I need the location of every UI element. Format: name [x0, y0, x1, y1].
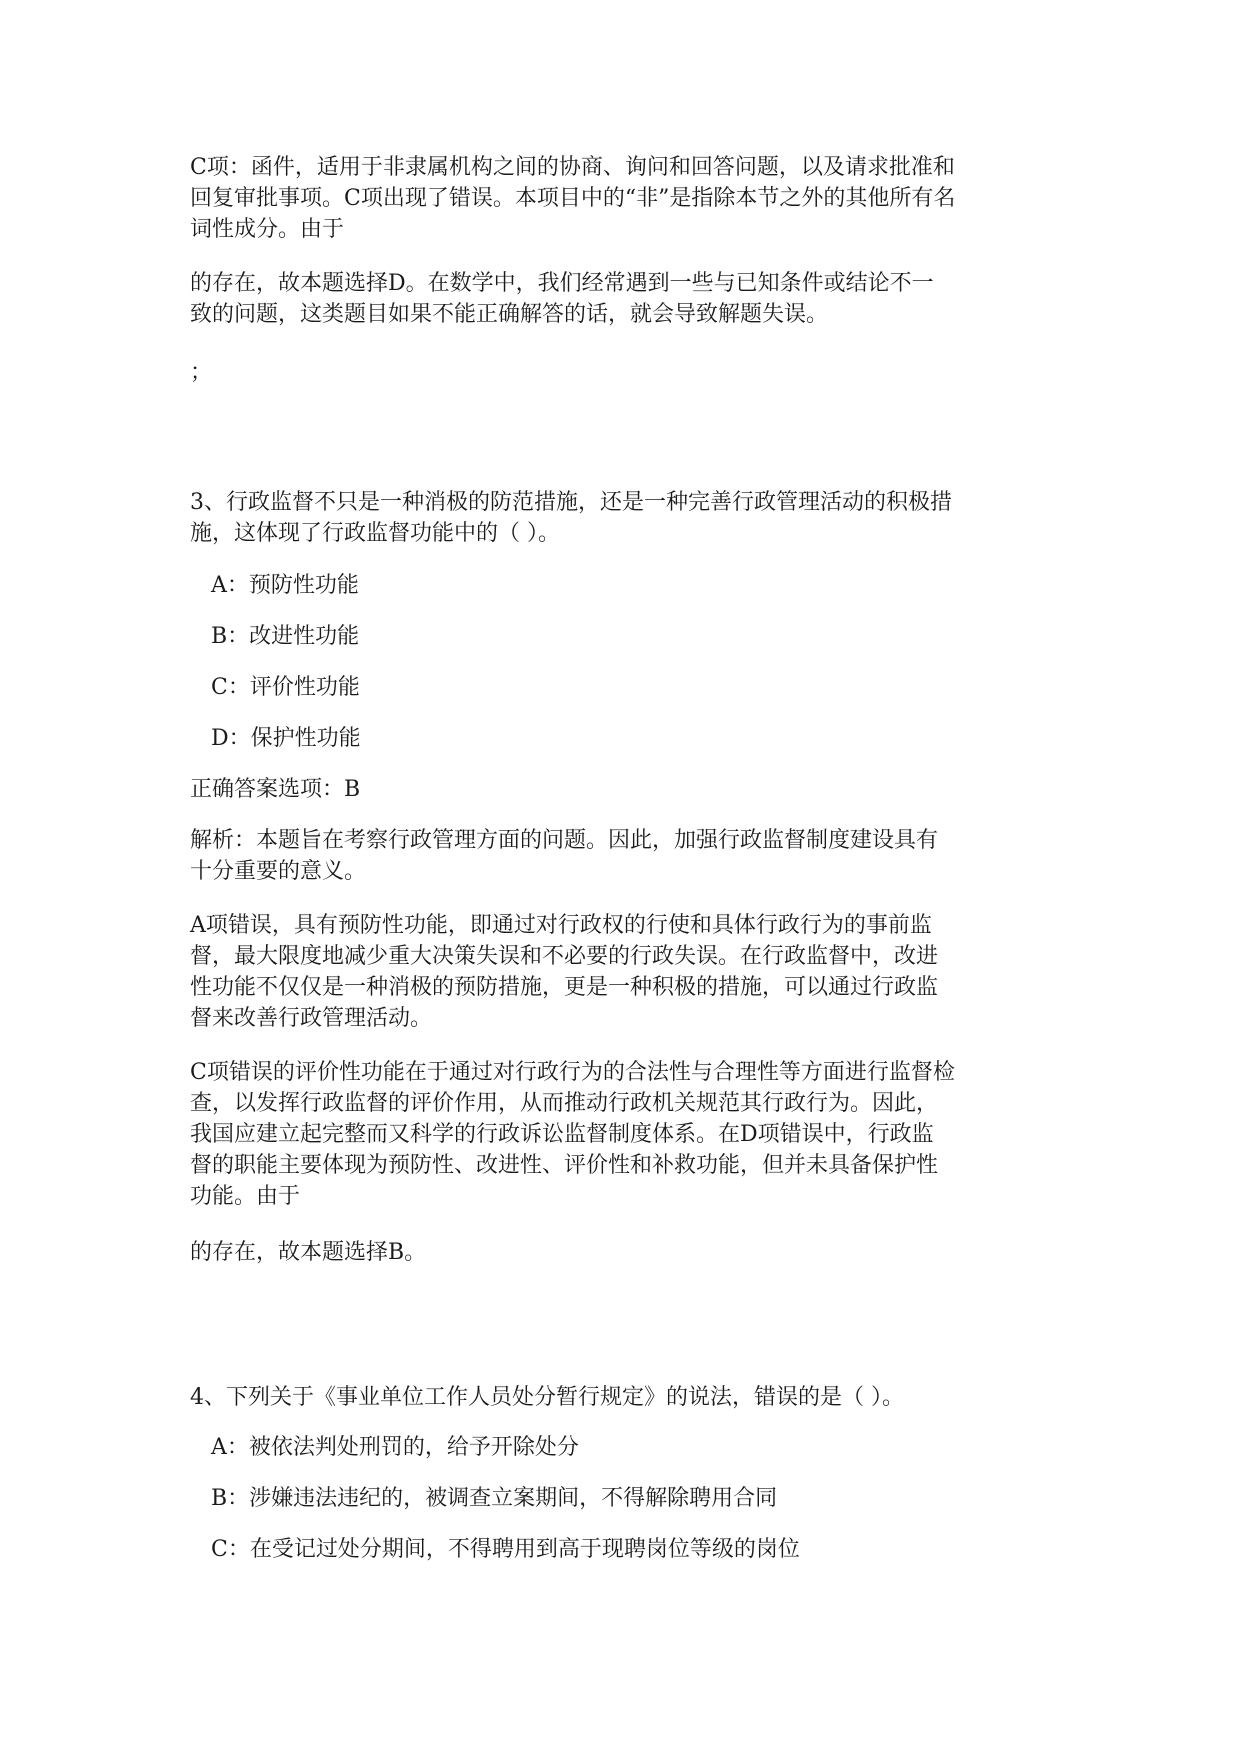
question-4-option-c: C：在受记过处分期间，不得聘用到高于现聘岗位等级的岗位	[211, 1537, 800, 1562]
question-4-option-b: B：涉嫌违法违纪的，被调查立案期间，不得解除聘用合同	[211, 1486, 778, 1511]
text-line: 性功能不仅仅是一种消极的预防措施，更是一种积极的措施，可以通过行政监	[190, 975, 939, 1000]
question-4-stem: 4、下列关于《事业单位工作人员处分暂行规定》的说法，错误的是（ ）。	[190, 1385, 904, 1410]
question-3-analysis	[190, 825, 1062, 887]
text-line: 致的问题，这类题目如果不能正确解答的话，就会导致解题失误。	[190, 302, 829, 327]
text-line: 督，最大限度地减少重大决策失误和不必要的行政失误。在行政监督中，改进	[190, 944, 939, 969]
question-4-option-a: A：被依法判处刑罚的，给予开除处分	[211, 1435, 579, 1460]
text-line: 解析：本题旨在考察行政管理方面的问题。因此，加强行政监督制度建设具有	[190, 828, 939, 853]
question-3-option-c: C：评价性功能	[211, 675, 360, 700]
question-3-answer: 正确答案选项：B	[190, 777, 361, 802]
text-line: 的存在，故本题选择D。在数学中，我们经常遇到一些与已知条件或结论不一	[190, 271, 934, 296]
question-3-option-b: B：改进性功能	[211, 624, 360, 649]
text-line: 功能。由于	[190, 1184, 301, 1209]
text-line: 3、行政监督不只是一种消极的防范措施，还是一种完善行政管理活动的积极措	[190, 490, 952, 515]
question-3-option-c-note	[190, 1057, 1062, 1212]
text-line: 施，这体现了行政监督功能中的（ ）。	[190, 521, 560, 546]
text-line: 查，以发挥行政监督的评价作用，从而推动行政机关规范其行政行为。因此，	[190, 1091, 939, 1116]
question-3-option-a: A：预防性功能	[211, 573, 359, 598]
text-line: 督来改善行政管理活动。	[190, 1006, 433, 1031]
text-line: 督的职能主要体现为预防性、改进性、评价性和补救功能，但并未具备保护性	[190, 1153, 939, 1178]
text-line: 词性成分。由于	[190, 217, 345, 242]
d-conclusion	[190, 268, 1062, 330]
stray-punctuation: ；	[190, 360, 213, 385]
question-3-option-d: D：保护性功能	[211, 726, 361, 751]
question-3-stem	[190, 487, 1062, 549]
text-line: C项错误的评价性功能在于通过对行政行为的合法性与合理性等方面进行监督检	[190, 1060, 955, 1085]
text-line: C项：函件，适用于非隶属机构之间的协商、询问和回答问题，以及请求批准和	[190, 155, 955, 180]
c-item-note	[190, 152, 1062, 245]
text-line: 我国应建立起完整而又科学的行政诉讼监督制度体系。在D项错误中，行政监	[190, 1122, 934, 1147]
question-3-conclusion: 的存在，故本题选择B。	[190, 1240, 427, 1265]
text-line: A项错误，具有预防性功能，即通过对行政权的行使和具体行政行为的事前监	[190, 913, 932, 938]
text-line: 回复审批事项。C项出现了错误。本项目中的“非”是指除本节之外的其他所有名	[190, 186, 956, 211]
text-line: 十分重要的意义。	[190, 859, 367, 884]
question-3-option-a-note	[190, 910, 1062, 1034]
